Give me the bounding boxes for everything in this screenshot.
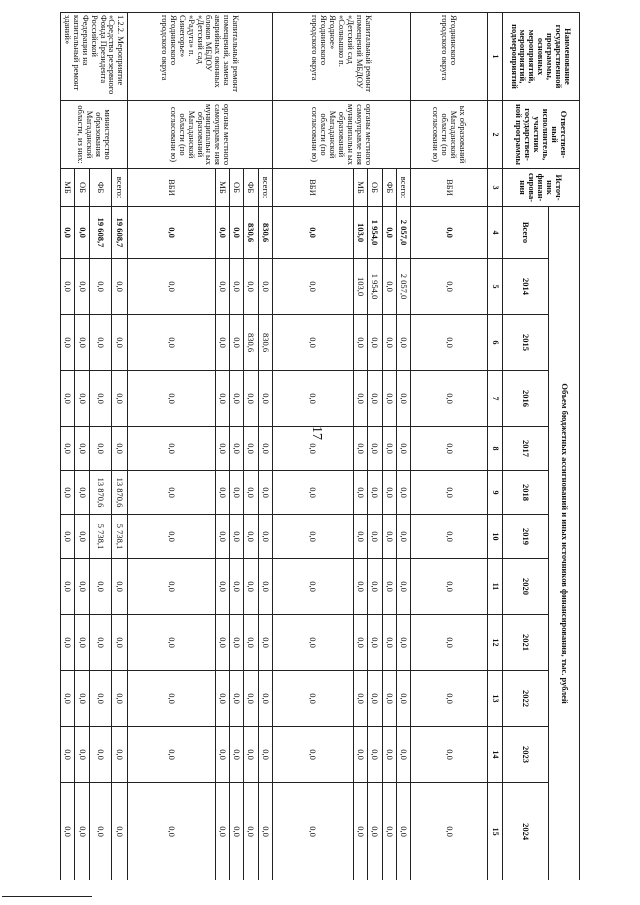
value-cell: 0,0 [411,259,488,315]
value-cell: 0,0 [272,671,353,727]
value-cell: 0,0 [354,471,368,515]
value-cell: 0,0 [272,259,353,315]
value-cell: 0,0 [89,671,111,727]
col-number: 3 [488,169,502,207]
value-cell: 0,0 [396,515,410,559]
col-number: 2 [488,101,502,169]
header-year: 2016 [502,371,549,427]
value-cell: 830,6 [244,315,258,371]
header-year: 2018 [502,471,549,515]
value-total: 830,6 [258,207,272,259]
value-cell: 0,0 [258,259,272,315]
value-cell: 0,0 [230,615,244,671]
value-cell: 0,0 [61,727,75,783]
value-cell: 0,0 [368,783,382,881]
value-cell: 0,0 [244,259,258,315]
value-cell: 0,0 [215,515,229,559]
funding-source: всего: [396,169,410,207]
value-cell: 0,0 [411,315,488,371]
col-number: 11 [488,559,502,615]
responsible-executor: органы местного самоуправле ния муниципальн ых образований Магаданской области (по согласовани ю) [272,101,410,169]
value-cell: 0,0 [89,615,111,671]
value-cell: 0,0 [396,559,410,615]
responsible-executor: органы местного самоуправле ния муниципальн ых образований Магаданской области (по согласовани ю) [128,101,272,169]
value-cell: 0,0 [215,671,229,727]
value-cell: 5 738,1 [89,515,111,559]
value-cell: 0,0 [258,727,272,783]
col-number: 7 [488,371,502,427]
value-cell: 0,0 [244,515,258,559]
value-cell: 0,0 [61,259,75,315]
value-cell: 0,0 [75,515,89,559]
value-cell: 0,0 [128,783,216,881]
value-cell: 0,0 [215,727,229,783]
value-cell: 0,0 [75,259,89,315]
value-cell: 0,0 [230,427,244,471]
value-cell: 0,0 [230,259,244,315]
value-total: 2 057,0 [396,207,410,259]
value-cell: 0,0 [128,515,216,559]
col-number: 12 [488,615,502,671]
value-cell: 0,0 [61,559,75,615]
value-cell: 0,0 [244,427,258,471]
value-cell: 0,0 [272,427,353,471]
value-cell: 0,0 [215,427,229,471]
col-number: 15 [488,783,502,881]
value-cell: 0,0 [411,727,488,783]
value-cell: 0,0 [61,615,75,671]
table-row [112,13,128,881]
value-cell: 0,0 [89,427,111,471]
value-cell: 0,0 [368,371,382,427]
funding-source: ВБИ [272,169,353,207]
col-number: 4 [488,207,502,259]
value-cell: 0,0 [258,783,272,881]
header-responsible: Ответствен-ный исполнитель, участник государствен-ной программы [502,101,579,169]
value-cell: 5 738,1 [112,515,128,559]
value-cell: 0,0 [244,471,258,515]
value-cell: 0,0 [382,471,396,515]
value-cell: 0,0 [354,315,368,371]
value-total: 0,0 [61,207,75,259]
value-total: 0,0 [128,207,216,259]
value-cell: 0,0 [272,471,353,515]
value-cell: 0,0 [112,315,128,371]
page-number: 17 [309,426,324,440]
value-cell: 0,0 [396,783,410,881]
funding-source: ОБ [75,169,89,207]
value-cell: 0,0 [128,427,216,471]
value-cell: 0,0 [61,671,75,727]
table-row [258,13,272,881]
value-cell: 0,0 [89,727,111,783]
value-cell: 0,0 [411,671,488,727]
value-cell: 0,0 [89,315,111,371]
value-cell: 0,0 [244,559,258,615]
value-cell: 0,0 [230,371,244,427]
value-cell: 0,0 [411,783,488,881]
col-number: 9 [488,471,502,515]
value-cell: 0,0 [128,615,216,671]
value-cell: 0,0 [382,671,396,727]
value-cell: 0,0 [128,371,216,427]
program-name: Капитальный ремонт помещений МБДОУ «Детский сад «Солнышко п. Ягодное» Ягоднинского городского округа [272,13,410,101]
funding-table [60,12,580,880]
funding-source: ОБ [368,169,382,207]
value-cell: 1 954,0 [368,259,382,315]
value-cell: 0,0 [89,259,111,315]
value-cell: 0,0 [230,671,244,727]
value-cell: 0,0 [215,259,229,315]
program-name: 1.2.2. Мероприятие «Средства резервного Фонда Президента Российской Федерации на капитальный ремонт зданий» [61,13,128,101]
value-cell: 0,0 [244,371,258,427]
value-total: 19 608,7 [89,207,111,259]
value-cell: 0,0 [354,671,368,727]
value-total: 0,0 [230,207,244,259]
value-total: 19 608,7 [112,207,128,259]
funding-source: МБ [354,169,368,207]
program-name: Ягоднинского городского округа [411,13,488,101]
header-year: 2019 [502,515,549,559]
value-cell: 0,0 [382,727,396,783]
value-cell: 0,0 [258,427,272,471]
header-funding-group: Объем бюджетных ассигнований и иных источников финансирования, тыс. рублей [549,207,580,881]
header-total: Всего [502,207,549,259]
value-cell: 0,0 [112,615,128,671]
value-cell: 0,0 [244,615,258,671]
value-cell: 0,0 [396,427,410,471]
value-cell: 0,0 [230,783,244,881]
value-cell: 0,0 [411,515,488,559]
table-row [396,13,410,881]
value-cell: 0,0 [272,371,353,427]
value-cell: 830,6 [258,315,272,371]
value-cell: 0,0 [368,727,382,783]
value-cell: 0,0 [368,315,382,371]
header-year: 2021 [502,615,549,671]
value-total: 0,0 [272,207,353,259]
value-cell: 0,0 [368,559,382,615]
value-cell: 0,0 [230,315,244,371]
value-cell: 0,0 [272,783,353,881]
value-cell: 0,0 [368,515,382,559]
value-cell: 0,0 [382,259,396,315]
value-cell: 0,0 [411,427,488,471]
table-row [411,13,488,881]
value-cell: 0,0 [75,783,89,881]
value-cell: 2 057,0 [396,259,410,315]
value-cell: 0,0 [128,727,216,783]
value-cell: 0,0 [272,315,353,371]
value-cell: 0,0 [112,783,128,881]
value-cell: 0,0 [354,515,368,559]
funding-source: всего: [258,169,272,207]
value-cell: 0,0 [112,427,128,471]
value-cell: 0,0 [61,515,75,559]
value-cell: 0,0 [396,615,410,671]
funding-source: ФБ [244,169,258,207]
value-cell: 0,0 [89,371,111,427]
program-name: Капитальный ремонт помещений, замена аварийных оконных блоков МБДОУ «Детский сад «Радуга» п. Синегорье» Ягоднинского городского округа [128,13,272,101]
responsible-executor: министерство образования Магаданской области, из них: [61,101,128,169]
value-cell: 0,0 [112,727,128,783]
value-cell: 0,0 [230,471,244,515]
footnote-divider [2,896,92,897]
value-total: 0,0 [75,207,89,259]
value-cell: 0,0 [258,371,272,427]
value-cell: 0,0 [128,259,216,315]
value-cell: 0,0 [396,471,410,515]
header-year: 2022 [502,671,549,727]
value-cell: 0,0 [61,783,75,881]
value-cell: 0,0 [354,615,368,671]
value-cell: 0,0 [354,559,368,615]
value-cell: 0,0 [368,615,382,671]
value-total: 0,0 [411,207,488,259]
value-cell: 0,0 [354,783,368,881]
value-cell: 0,0 [128,671,216,727]
col-number: 10 [488,515,502,559]
value-cell: 0,0 [244,727,258,783]
value-cell: 0,0 [258,615,272,671]
value-cell: 0,0 [354,727,368,783]
value-cell: 0,0 [368,427,382,471]
header-source: Источ-ник финан-сирова-ния [502,169,579,207]
funding-source: ОБ [230,169,244,207]
value-cell: 0,0 [128,559,216,615]
value-cell: 0,0 [258,471,272,515]
value-cell: 0,0 [215,615,229,671]
value-cell: 0,0 [215,783,229,881]
value-cell: 0,0 [411,615,488,671]
col-number: 13 [488,671,502,727]
value-cell: 0,0 [411,559,488,615]
value-cell: 0,0 [382,783,396,881]
value-cell: 0,0 [75,559,89,615]
value-total: 0,0 [215,207,229,259]
value-cell: 0,0 [61,315,75,371]
value-cell: 0,0 [272,515,353,559]
value-cell: 0,0 [230,515,244,559]
value-cell: 0,0 [89,783,111,881]
value-cell: 0,0 [215,471,229,515]
funding-source: всего: [112,169,128,207]
value-cell: 0,0 [89,559,111,615]
value-cell: 0,0 [382,559,396,615]
value-cell: 0,0 [396,371,410,427]
value-cell: 0,0 [75,471,89,515]
value-cell: 0,0 [411,471,488,515]
responsible-executor: ых образований Магаданской области (по согласовани ю) [411,101,488,169]
value-cell: 0,0 [382,427,396,471]
value-cell: 0,0 [215,559,229,615]
value-cell: 0,0 [215,371,229,427]
value-cell: 0,0 [258,671,272,727]
value-cell: 0,0 [215,315,229,371]
value-cell: 0,0 [128,471,216,515]
value-cell: 0,0 [75,727,89,783]
value-cell: 0,0 [61,371,75,427]
value-cell: 0,0 [75,615,89,671]
header-year: 2014 [502,259,549,315]
header-year: 2017 [502,427,549,471]
col-number: 14 [488,727,502,783]
value-cell: 0,0 [75,315,89,371]
header-year: 2020 [502,559,549,615]
header-year: 2015 [502,315,549,371]
value-cell: 0,0 [61,427,75,471]
value-cell: 0,0 [75,671,89,727]
value-cell: 0,0 [396,315,410,371]
funding-source: ВБИ [128,169,216,207]
funding-source: МБ [61,169,75,207]
value-cell: 0,0 [368,471,382,515]
value-cell: 0,0 [382,515,396,559]
value-cell: 0,0 [112,259,128,315]
value-cell: 0,0 [112,371,128,427]
funding-source: ФБ [382,169,396,207]
funding-source: ВБИ [411,169,488,207]
value-cell: 0,0 [230,727,244,783]
value-cell: 0,0 [272,559,353,615]
value-cell: 0,0 [272,615,353,671]
value-cell: 0,0 [61,471,75,515]
value-total: 1 954,0 [368,207,382,259]
value-cell: 0,0 [396,671,410,727]
value-cell: 103,0 [354,259,368,315]
value-cell: 0,0 [382,371,396,427]
value-cell: 0,0 [396,727,410,783]
value-total: 103,0 [354,207,368,259]
value-cell: 0,0 [244,671,258,727]
value-total: 0,0 [382,207,396,259]
col-number: 8 [488,427,502,471]
funding-source: МБ [215,169,229,207]
value-cell: 0,0 [382,615,396,671]
value-cell: 0,0 [354,427,368,471]
value-cell: 0,0 [75,427,89,471]
value-cell: 0,0 [411,371,488,427]
value-cell: 0,0 [75,371,89,427]
value-cell: 13 870,6 [112,471,128,515]
value-cell: 0,0 [272,727,353,783]
col-number: 6 [488,315,502,371]
value-cell: 0,0 [112,559,128,615]
value-cell: 0,0 [354,371,368,427]
value-cell: 0,0 [258,515,272,559]
col-number: 5 [488,259,502,315]
col-number: 1 [488,13,502,101]
header-name: Наименование государственной программы, основных мероприятий, мероприятий, подмероприятий [502,13,579,101]
funding-source: ФБ [89,169,111,207]
value-cell: 13 870,6 [89,471,111,515]
value-cell: 0,0 [258,559,272,615]
value-cell: 0,0 [128,315,216,371]
value-total: 830,6 [244,207,258,259]
value-cell: 0,0 [112,671,128,727]
value-cell: 0,0 [382,315,396,371]
header-year: 2023 [502,727,549,783]
value-cell: 0,0 [244,783,258,881]
funding-table-wrapper [60,12,580,880]
value-cell: 0,0 [368,671,382,727]
value-cell: 0,0 [230,559,244,615]
header-year: 2024 [502,783,549,881]
rotated-page [60,12,580,880]
